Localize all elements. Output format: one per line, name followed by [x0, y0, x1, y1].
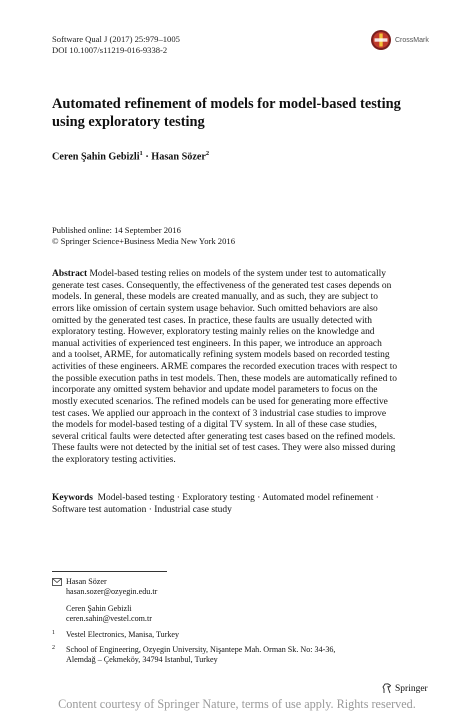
affiliation-2: [52, 645, 442, 666]
publication-info: [52, 225, 235, 247]
abstract-line: exploratory testing. However, exploratory testing mainly relies on the knowledge and: [52, 327, 375, 338]
envelope-icon: [52, 578, 62, 586]
paper-title: Automated refinement of models for model-based testing using exploratory testing: [52, 96, 401, 130]
affiliation-text: School of Engineering, Ozyegin University, Nişantepe Mah. Orman Sk. No: 34-36,: [66, 645, 336, 654]
abstract-line: models. In general, these models are created manually, and as such, they are subject to: [52, 292, 378, 303]
abstract-line: test cases. We applied our approach in the context of 3 industrial case studies to improve: [52, 408, 387, 419]
springer-logo: [382, 683, 428, 694]
abstract-line: mostly executed scenarios. The refined models can be used for generating more effective: [52, 396, 388, 407]
abstract-line: the models for model-based testing of a digital TV system. In all of these case studies,: [52, 420, 377, 431]
abstract-line: Abstract Model-based testing relies on models of the system under test to automatically: [52, 269, 386, 279]
corresponding-author-email[interactable]: hasan.sozer@ozyegin.edu.tr: [66, 587, 158, 597]
author-list: [52, 150, 209, 162]
abstract-line: omitted by the generated test cases. In practice, these faults are usually detected with: [52, 315, 372, 326]
footnote-divider: [52, 571, 167, 572]
keywords-line-2: Software test automation · Industrial case study: [52, 504, 232, 515]
second-author-name: Ceren Şahin Gebizli: [66, 603, 132, 613]
abstract-line: errors like omission of certain system usage behavior. Such omitted behaviors are also: [52, 303, 378, 314]
abstract-line: the exploratory testing activities.: [52, 455, 176, 465]
courtesy-notice[interactable]: Content courtesy of Springer Nature, terms of use apply. Rights reserved.: [58, 697, 416, 711]
author-2[interactable]: Hasan Sözer: [151, 151, 206, 163]
author-1-affiliation: 1: [139, 150, 143, 157]
correspondence: [52, 577, 157, 624]
crossmark-icon: [370, 29, 392, 51]
author-2-affiliation: 2: [205, 150, 210, 157]
abstract-label: Abstract: [52, 269, 88, 279]
second-author-email[interactable]: ceren.sahin@vestel.com.tr: [66, 613, 152, 623]
abstract-line: and a toolset, ARME, for automatically refining system models based on recorded testing: [52, 350, 390, 361]
publisher-name: Springer: [395, 683, 428, 694]
copyright: © Springer Science+Business Media New York 2016: [52, 236, 235, 246]
keywords-line-1: Model-based testing · Exploratory testing · Automated model refinement ·: [97, 493, 379, 503]
abstract: [52, 269, 427, 467]
abstract-line: These faults were not detected by the initial set of test cases. They were also missed during: [52, 443, 396, 454]
doi[interactable]: DOI 10.1007/s11219-016-9338-2: [52, 45, 168, 55]
abstract-line: activities of these engineers. ARME compares the recorded execution traces with respect to: [52, 362, 398, 372]
keywords: [52, 493, 427, 516]
abstract-line: manual activities of experienced test engineers. In this paper, we introduce an approach: [52, 338, 382, 349]
abstract-line: generate test cases. Consequently, the effectiveness of the generated test cases depends on: [52, 280, 392, 291]
corresponding-author-name: Hasan Sözer: [66, 577, 107, 586]
keywords-label: Keywords: [52, 493, 93, 503]
affiliation-1: [52, 630, 432, 640]
published-date: Published online: 14 September 2016: [52, 225, 181, 235]
affiliation-number: 2: [52, 645, 55, 651]
author-separator: ·: [145, 151, 149, 163]
abstract-line: the possible execution paths in test models. Then, these models are automatically refined to: [52, 373, 397, 384]
affiliation-text: Alemdağ – Çekmeköy, 34794 Istanbul, Turkey: [66, 655, 218, 665]
crossmark-badge[interactable]: [370, 29, 429, 51]
journal-citation: Software Qual J (2017) 25:979–1005: [52, 34, 180, 44]
affiliation-text: Vestel Electronics, Manisa, Turkey: [66, 630, 180, 639]
springer-horse-icon: [382, 683, 392, 694]
author-1[interactable]: Ceren Şahin Gebizli: [52, 151, 140, 163]
crossmark-label: CrossMark: [395, 36, 429, 44]
affiliation-number: 1: [52, 630, 55, 636]
abstract-line: several critical faults were detected after generating test cases based on the refined models.: [52, 431, 396, 442]
abstract-line: incorporate any omitted system behavior and update model parameters to focus on the: [52, 385, 378, 396]
